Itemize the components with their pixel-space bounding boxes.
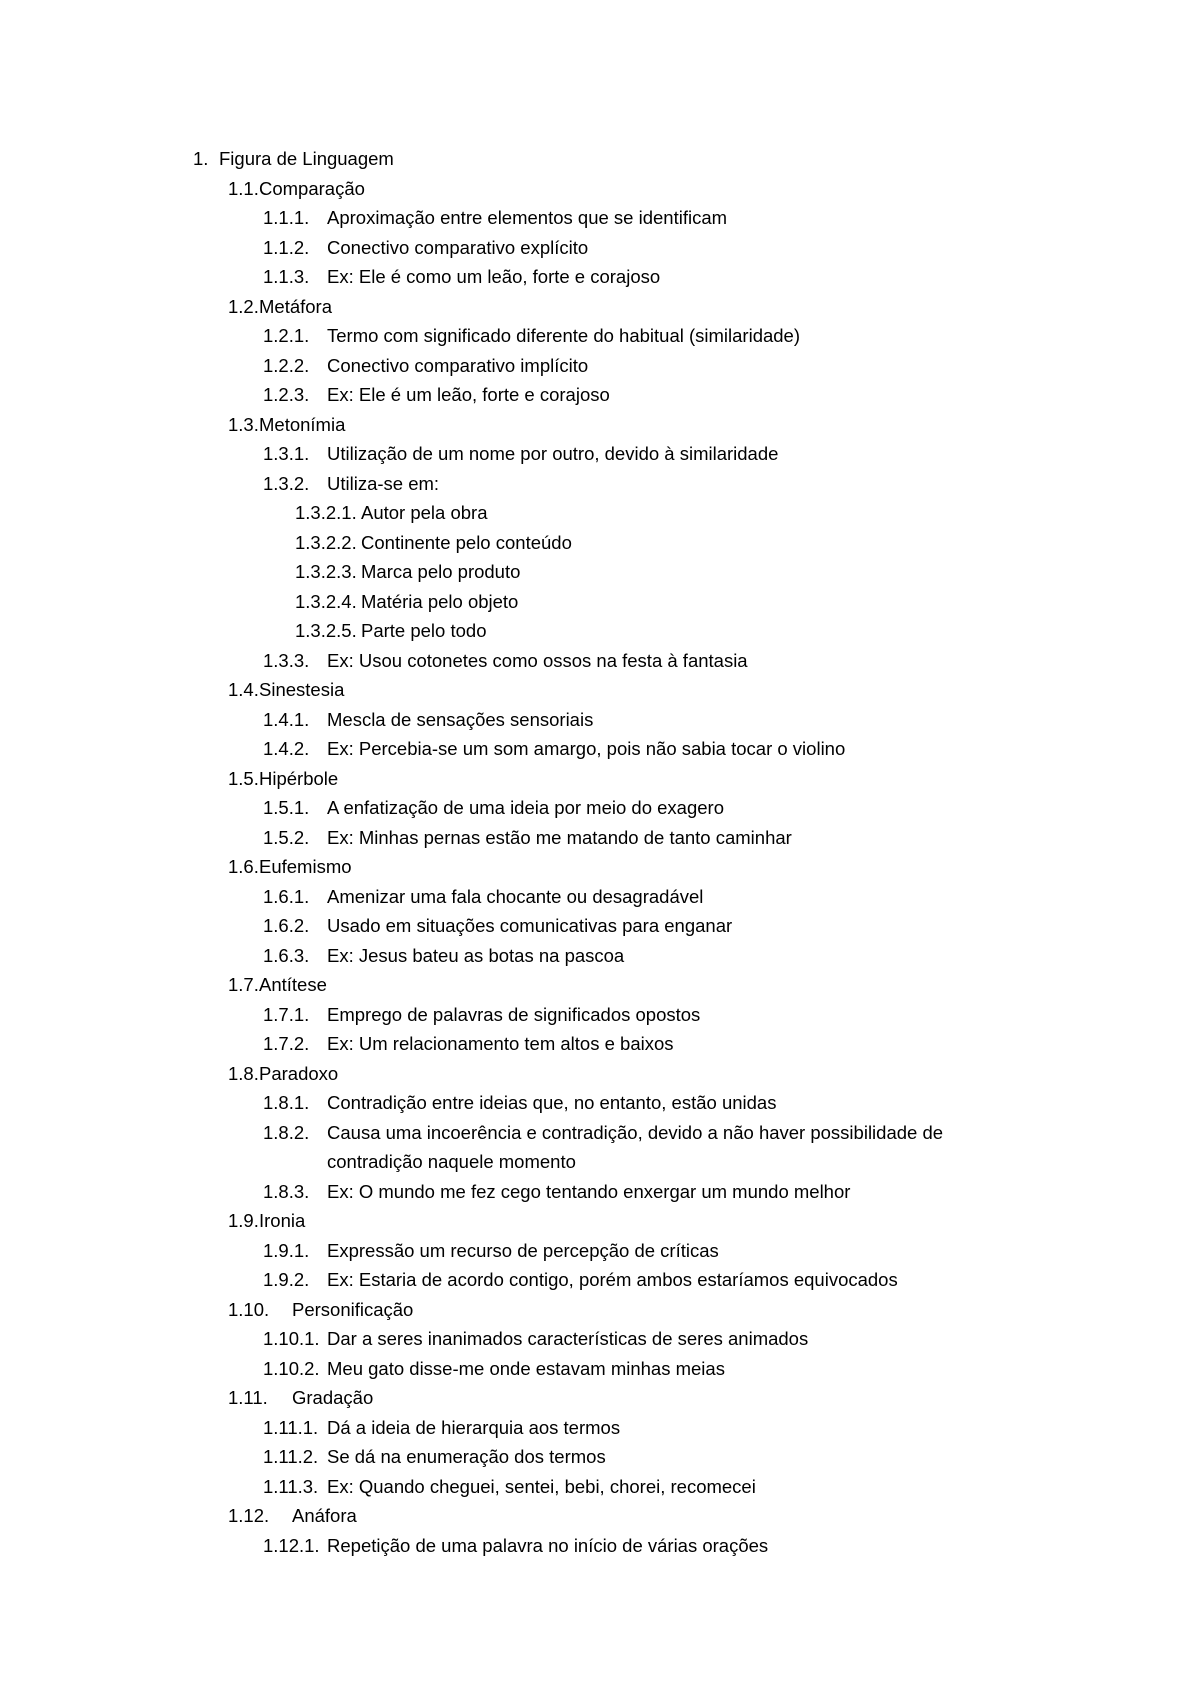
outline-item-text: contradição naquele momento: [327, 1151, 576, 1172]
outline-item-text: Utilização de um nome por outro, devido à similaridade: [327, 443, 779, 464]
outline-item-number: 1.1.2.: [263, 236, 310, 258]
outline-item-text: Dar a seres inanimados características de seres animados: [327, 1328, 809, 1349]
outline-item: [0, 882, 1200, 912]
outline-item: [0, 764, 1200, 794]
outline-item-text: Ex: Estaria de acordo contigo, porém ambos estaríamos equivocados: [327, 1269, 898, 1290]
outline-item-number: 1.4.: [228, 679, 259, 700]
outline-list: [0, 144, 1200, 1560]
outline-item-number: 1.8.3.: [263, 1180, 310, 1202]
outline-item: [0, 616, 1200, 646]
outline-item-text: Conectivo comparativo implícito: [327, 354, 589, 376]
outline-item-text: Dá a ideia de hierarquia aos termos: [327, 1416, 621, 1438]
outline-item-text: Paradoxo: [259, 1062, 339, 1084]
outline-item-text: Gradação: [292, 1387, 374, 1408]
outline-item-number: 1.10.: [228, 1298, 270, 1320]
outline-item-text: Comparação: [259, 177, 365, 199]
outline-item: [0, 1324, 1200, 1354]
outline-item-text: Eufemismo: [259, 856, 352, 877]
outline-item-text: Autor pela obra: [361, 502, 488, 523]
outline-item-number: 1.4.2.: [263, 738, 310, 759]
outline-item: [0, 970, 1200, 1000]
outline-item: [0, 233, 1200, 263]
outline-item-text: Ex: Um relacionamento tem altos e baixos: [327, 1033, 674, 1054]
outline-item-number: 1.8.1.: [263, 1092, 310, 1113]
outline-item: [0, 174, 1200, 204]
outline-item-number: 1.11.1.: [263, 1416, 319, 1438]
outline-item: [0, 144, 1200, 174]
outline-item-text: Repetição de uma palavra no início de várias orações: [327, 1534, 769, 1556]
outline-item-text: Amenizar uma fala chocante ou desagradável: [327, 885, 704, 907]
outline-item-number: 1.9.: [228, 1210, 259, 1231]
outline-item-number: 1.11.: [228, 1387, 268, 1408]
outline-item-text: Ex: Minhas pernas estão me matando de tanto caminhar: [327, 826, 792, 848]
outline-item-text: Contradição entre ideias que, no entanto, estão unidas: [327, 1092, 777, 1113]
outline-item-text: Antítese: [259, 974, 327, 995]
outline-item-number: 1.7.1.: [263, 1003, 310, 1025]
outline-item-text: Parte pelo todo: [361, 620, 487, 641]
outline-item: [0, 1177, 1200, 1207]
outline-item-number: 1.11.2.: [263, 1446, 319, 1467]
outline-item-number: 1.2.1.: [263, 325, 310, 346]
outline-item: [0, 646, 1200, 676]
outline-item-text: Hipérbole: [259, 767, 339, 789]
outline-item-text: Personificação: [292, 1298, 414, 1320]
outline-item-text: Anáfora: [292, 1505, 357, 1526]
outline-item: [0, 292, 1200, 322]
outline-item: [0, 1118, 1200, 1148]
outline-item-number: 1.11.3.: [263, 1475, 319, 1497]
outline-item: [0, 734, 1200, 764]
outline-item: [0, 1295, 1200, 1325]
outline-item-number: 1.10.2.: [263, 1357, 320, 1379]
outline-item-number: 1.1.1.: [263, 207, 310, 228]
outline-item-text: Causa uma incoerência e contradição, devido a não haver possibilidade de: [327, 1121, 944, 1143]
outline-item-number: 1.2.: [228, 295, 259, 317]
outline-item-text: Ex: O mundo me fez cego tentando enxergar um mundo melhor: [327, 1180, 851, 1202]
outline-item-number: 1.2.2.: [263, 354, 310, 376]
outline-item-number: 1.3.: [228, 413, 259, 435]
outline-item: [0, 262, 1200, 292]
outline-item-text: Continente pelo conteúdo: [361, 531, 572, 553]
outline-item-text: A enfatização de uma ideia por meio do exagero: [327, 797, 724, 818]
outline-item: [0, 1000, 1200, 1030]
outline-item-text: Ex: Ele é como um leão, forte e corajoso: [327, 266, 661, 287]
outline-item: [0, 439, 1200, 469]
outline-item: [0, 1442, 1200, 1472]
outline-item-number: 1.4.1.: [263, 708, 310, 730]
outline-item: [0, 793, 1200, 823]
outline-item-text: Figura de Linguagem: [219, 148, 394, 169]
outline-item: [0, 1059, 1200, 1089]
outline-item: [0, 941, 1200, 971]
outline-item-number: 1.6.3.: [263, 944, 310, 966]
outline-item: [0, 823, 1200, 853]
outline-item: [0, 911, 1200, 941]
outline-item: [0, 557, 1200, 587]
outline-item-text: Se dá na enumeração dos termos: [327, 1446, 606, 1467]
outline-item: [0, 410, 1200, 440]
outline-item-number: 1.9.2.: [263, 1269, 310, 1290]
outline-item-text: Matéria pelo objeto: [361, 590, 519, 612]
outline-item-number: 1.10.1.: [263, 1328, 320, 1349]
outline-item: [0, 675, 1200, 705]
outline-item-number: 1.5.1.: [263, 797, 310, 818]
outline-item-number: 1.3.2.4.: [295, 590, 357, 612]
outline-item-number: 1.3.3.: [263, 649, 310, 671]
outline-item-text: Termo com significado diferente do habitual (similaridade): [327, 325, 801, 346]
outline-item: [0, 1501, 1200, 1531]
outline-item: [0, 469, 1200, 499]
outline-item-text: Mescla de sensações sensoriais: [327, 708, 594, 730]
outline-item-number: 1.3.1.: [263, 443, 310, 464]
outline-item-number: 1.: [193, 148, 209, 169]
outline-item-number: 1.3.2.2.: [295, 531, 357, 553]
outline-item-number: 1.1.: [228, 177, 259, 199]
outline-item-number: 1.9.1.: [263, 1239, 310, 1261]
outline-item: [0, 705, 1200, 735]
outline-item-number: 1.2.3.: [263, 384, 310, 405]
outline-item-text: Metonímia: [259, 413, 346, 435]
outline-item-number: 1.7.: [228, 974, 259, 995]
outline-item-number: 1.1.3.: [263, 266, 310, 287]
outline-item: [0, 1265, 1200, 1295]
outline-item: [0, 203, 1200, 233]
outline-item-number: 1.5.2.: [263, 826, 310, 848]
outline-item-text: Ex: Jesus bateu as botas na pascoa: [327, 944, 625, 966]
outline-item: [0, 1531, 1200, 1561]
outline-item-text: Emprego de palavras de significados opostos: [327, 1003, 701, 1025]
outline-item-number: 1.8.: [228, 1062, 259, 1084]
outline-item-text: Metáfora: [259, 295, 333, 317]
outline-item-text: Aproximação entre elementos que se identificam: [327, 207, 728, 228]
outline-item-number: 1.12.: [228, 1505, 270, 1526]
outline-item-number: 1.3.2.3.: [295, 561, 357, 582]
outline-item: [0, 1472, 1200, 1502]
outline-item-text: Utiliza-se em:: [327, 472, 440, 494]
outline-item-text: Ex: Ele é um leão, forte e corajoso: [327, 384, 610, 405]
outline-item-number: 1.3.2.1.: [295, 502, 357, 523]
outline-item-text: Ex: Quando cheguei, sentei, bebi, chorei, recomecei: [327, 1475, 756, 1497]
outline-item: [0, 1206, 1200, 1236]
outline-item: [0, 587, 1200, 617]
outline-item-text: Sinestesia: [259, 679, 345, 700]
outline-item: [0, 351, 1200, 381]
outline-item-text: Meu gato disse-me onde estavam minhas meias: [327, 1357, 725, 1379]
outline-item: [0, 1236, 1200, 1266]
outline-item-number: 1.3.2.: [263, 472, 310, 494]
outline-item: [0, 1383, 1200, 1413]
outline-item-number: 1.6.2.: [263, 915, 310, 936]
outline-item-number: 1.5.: [228, 767, 259, 789]
outline-item: [0, 1354, 1200, 1384]
outline-item: [0, 1147, 1200, 1177]
outline-item: [0, 321, 1200, 351]
outline-item: [0, 852, 1200, 882]
outline-item: [0, 1088, 1200, 1118]
outline-item-number: 1.7.2.: [263, 1033, 310, 1054]
outline-item: [0, 1029, 1200, 1059]
outline-item-text: Marca pelo produto: [361, 561, 521, 582]
outline-item-text: Ironia: [259, 1210, 306, 1231]
outline-item-number: 1.6.: [228, 856, 259, 877]
outline-item: [0, 380, 1200, 410]
outline-item-number: 1.8.2.: [263, 1121, 310, 1143]
outline-item-number: 1.12.1.: [263, 1534, 320, 1556]
outline-item-text: Ex: Usou cotonetes como ossos na festa à fantasia: [327, 649, 748, 671]
outline-item-text: Expressão um recurso de percepção de críticas: [327, 1239, 719, 1261]
outline-item-number: 1.6.1.: [263, 885, 310, 907]
outline-item-text: Usado em situações comunicativas para enganar: [327, 915, 733, 936]
outline-item-number: 1.3.2.5.: [295, 620, 357, 641]
outline-item: [0, 528, 1200, 558]
outline-item-text: Ex: Percebia-se um som amargo, pois não sabia tocar o violino: [327, 738, 846, 759]
outline-item: [0, 1413, 1200, 1443]
outline-item-text: Conectivo comparativo explícito: [327, 236, 589, 258]
outline-item: [0, 498, 1200, 528]
